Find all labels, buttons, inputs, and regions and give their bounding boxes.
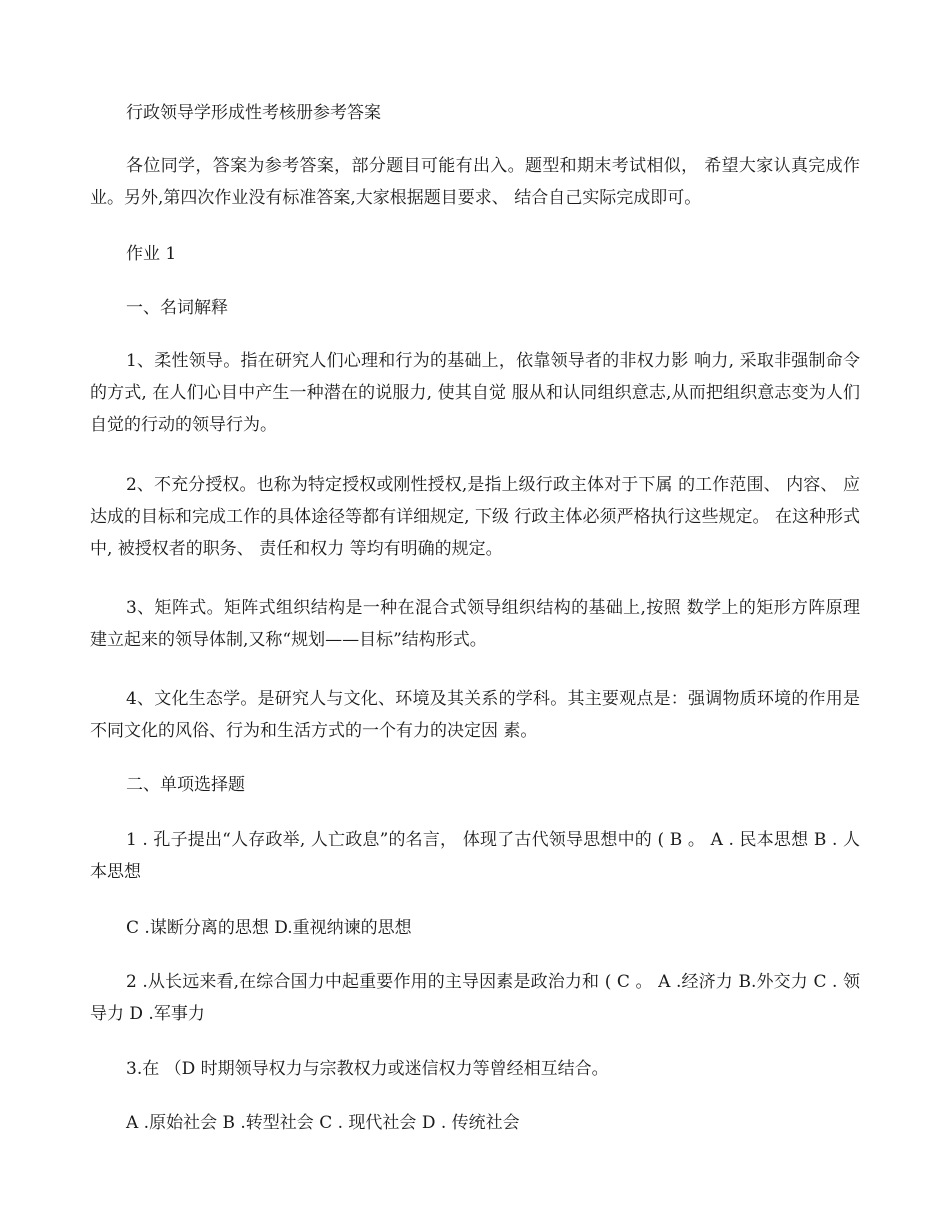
- question-3: 3.在 （D 时期领导权力与宗教权力或迷信权力等曾经相互结合。: [126, 1059, 609, 1079]
- question-1: 1 . 孔子提出“人存政举, 人亡政息”的名言， 体现了古代领导思想中的 ( B 。 A . 民本思想 B . 人本思想: [90, 830, 860, 882]
- section-heading-terms: 一、名词解释: [126, 298, 228, 318]
- assignment-heading: 作业 1: [126, 244, 177, 264]
- section-heading-choice: 二、单项选择题: [126, 775, 245, 795]
- term-definition-1: 1、柔性领导。指在研究人们心理和行为的基础上，依靠领导者的非权力影 响力, 采取非强制命令的方式, 在人们心目中产生一种潜在的说服力, 使其自觉 服从和认同组织意志,从而把组织意志变为人们自觉的行动的领导行为。: [90, 351, 860, 435]
- term-definition-3: 3、矩阵式。矩阵式组织结构是一种在混合式领导组织结构的基础上,按照 数学上的矩形方阵原理建立起来的领导体制,又称“规划——目标”结构形式。: [90, 598, 860, 650]
- document-title: 行政领导学形成性考核册参考答案: [126, 103, 381, 123]
- question-3-options: A .原始社会 B .转型社会 C . 现代社会 D . 传统社会: [126, 1113, 520, 1133]
- term-definition-2: 2、不充分授权。也称为特定授权或刚性授权,是指上级行政主体对于下属 的工作范围、 内容、 应达成的目标和完成工作的具体途径等都有详细规定, 下级 行政主体必须严格执行这些规定。 在这种形式中, 被授权者的职务、 责任和权力 等均有明确的规定。: [90, 475, 860, 559]
- term-definition-4: 4、文化生态学。是研究人与文化、环境及其关系的学科。其主要观点是：强调物质环境的作用是不同文化的风俗、行为和生活方式的一个有力的决定因 素。: [90, 689, 860, 741]
- intro-paragraph: 各位同学，答案为参考答案，部分题目可能有出入。题型和期末考试相似， 希望大家认真完成作业。另外,第四次作业没有标准答案,大家根据题目要求、 结合自己实际完成即可。: [90, 156, 860, 208]
- question-1-options: C .谋断分离的思想 D.重视纳谏的思想: [126, 918, 412, 938]
- question-2: 2 .从长远来看,在综合国力中起重要作用的主导因素是政治力和 ( C 。 A .经济力 B.外交力 C . 领导力 D .军事力: [90, 972, 860, 1024]
